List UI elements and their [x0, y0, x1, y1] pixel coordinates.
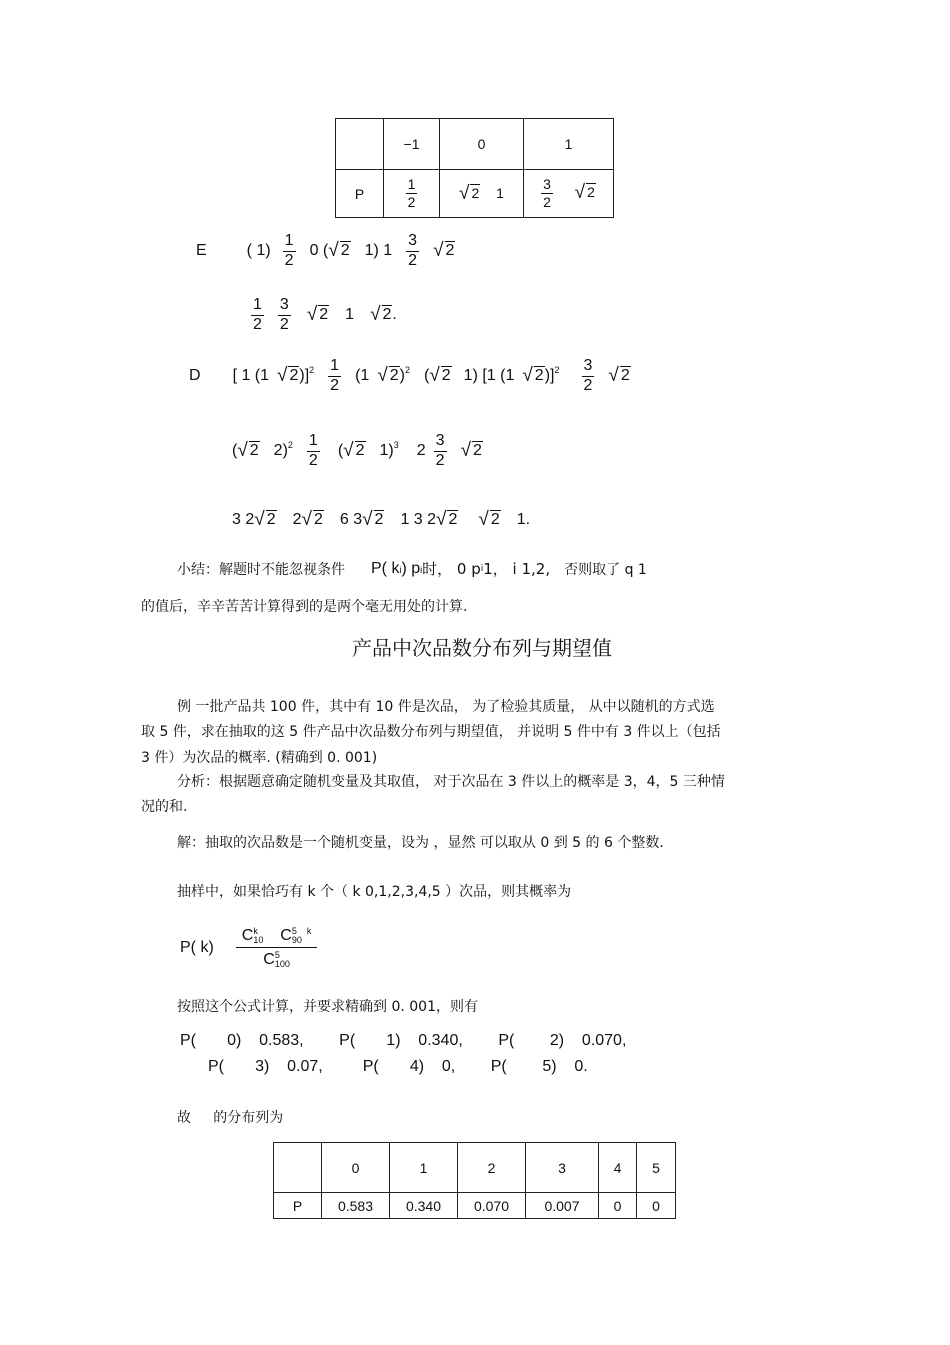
table1-header-cell: 0	[440, 119, 524, 170]
math-text: 0 (	[309, 242, 329, 260]
math-text: 1 3 2	[400, 511, 437, 528]
fraction: $\frac{3}{2}$	[583, 357, 593, 394]
sqrt: √ 2	[460, 440, 482, 462]
sqrt: √ 2	[343, 440, 365, 462]
subscript: i	[480, 563, 484, 574]
math-text: )]	[544, 367, 555, 385]
variance-line-2	[232, 433, 483, 470]
exponent: 2	[554, 365, 560, 376]
math-text: (	[337, 442, 344, 460]
table2-cell: 0	[637, 1193, 676, 1219]
table1-header-cell	[336, 119, 384, 170]
sqrt: √ 2	[429, 365, 451, 387]
math-text: 2	[292, 511, 302, 528]
solution-line-2: 抽样中，如果恰巧有 k 个（ k 0,1,2,3,4,5 ）次品，则其概率为	[177, 884, 572, 900]
table1-cell: √ 2 1	[440, 170, 524, 218]
math-text: 2)	[273, 442, 288, 460]
exponent: 3	[393, 440, 399, 451]
probability-formula	[180, 927, 317, 969]
table2-header-cell: 0	[322, 1143, 390, 1193]
variance-line-1	[189, 358, 631, 395]
math-text: 3 2	[232, 511, 255, 528]
sqrt: √ 2	[237, 440, 259, 462]
expectation-line-2	[251, 297, 397, 334]
math-text: (	[424, 367, 430, 385]
fraction: $\frac{1}{2}$	[253, 296, 262, 333]
summary-line-1	[177, 558, 647, 579]
calc-text: 按照这个公式计算，并要求精确到 0. 001，则有	[177, 999, 478, 1015]
table1-header-cell: −1	[384, 119, 440, 170]
table2-row-label: P	[274, 1193, 322, 1219]
math-text: [ 1 (1	[232, 367, 270, 385]
table2-header-cell: 1	[390, 1143, 458, 1193]
math-text: ( 1)	[246, 242, 271, 260]
math-text: 1) 1	[364, 242, 393, 260]
table2-header-cell	[274, 1143, 322, 1193]
table1-cell: $\frac{1}{2}$	[384, 170, 440, 218]
exponent: 2	[309, 365, 315, 376]
math-text: )]	[299, 367, 310, 385]
section-title: 产品中次品数分布列与期望值	[352, 636, 612, 660]
table2-cell: 0.007	[526, 1193, 599, 1219]
summary-condition-3: 1， i 1,2,	[483, 560, 551, 578]
sqrt: √ 2	[306, 304, 329, 326]
sqrt: √ 2	[328, 240, 350, 262]
math-text: 1.	[516, 511, 531, 528]
sqrt: √ 2	[608, 365, 630, 387]
sqrt: √ 2	[436, 509, 458, 530]
summary-line-2: 的值后，辛辛苦苦计算得到的是两个毫无用处的计算.	[141, 599, 468, 615]
fraction: $\frac{3}{2}$	[435, 432, 445, 469]
sqrt: √ 2	[377, 365, 399, 387]
math-text: (1	[355, 367, 370, 385]
sqrt: √ 2	[277, 365, 299, 387]
sqrt: √ 2	[433, 240, 455, 262]
math-text: .	[392, 306, 397, 324]
math-text: 6 3	[339, 511, 363, 528]
sqrt: √ 2	[362, 509, 384, 530]
table2-cell: 0.070	[458, 1193, 526, 1219]
fraction: $\frac{3}{2}$	[279, 296, 289, 333]
table2-cell: 0.340	[390, 1193, 458, 1219]
table2-header-cell: 2	[458, 1143, 526, 1193]
probabilities-line-2: P( 3) 0.07, P( 4) 0, P( 5) 0.	[208, 1058, 588, 1075]
sqrt: √ 2	[478, 509, 500, 530]
math-text: 1)	[379, 442, 394, 460]
summary-label: 小结：解题时不能忽视条件	[177, 561, 345, 578]
sqrt: √ 2	[301, 509, 323, 530]
example-line-2: 取 5 件，求在抽取的这 5 件产品中次品数分布列与期望值， 并说明 5 件中有 3 件以上（包括	[141, 724, 721, 740]
sqrt: √ 2	[254, 509, 276, 530]
distribution-table-1	[335, 118, 614, 218]
fraction: $\frac{3}{2}$	[408, 232, 418, 269]
solution-line-1: 解：抽取的次品数是一个随机变量，设为 ，显然 可以取从 0 到 5 的 6 个整数.	[177, 835, 664, 851]
summary-condition-2: 时， 0 p	[422, 560, 481, 578]
summary-condition: P( ki) pi	[371, 559, 423, 577]
table2-header-cell: 5	[637, 1143, 676, 1193]
table2-header-cell: 4	[599, 1143, 637, 1193]
math-text: 2	[416, 442, 426, 460]
exponent: 2	[404, 365, 410, 376]
table2-cell: 0	[599, 1193, 637, 1219]
table1-cell: $\frac{3}{2}$ √ 2	[524, 170, 614, 218]
example-line-3: 3 件）为次品的概率. (精确到 0. 001)	[141, 750, 378, 766]
distribution-text: 故 的分布列为	[177, 1110, 284, 1126]
math-text: )	[399, 367, 405, 385]
example-line-1: 例 一批产品共 100 件，其中有 10 件是次品， 为了检验其质量， 从中以随机的方式选	[177, 699, 715, 715]
formula-lhs: P( k)	[180, 939, 214, 957]
analysis-line-2: 况的和.	[141, 799, 188, 815]
math-text: 1) [1 (1	[463, 367, 515, 385]
table2-header-cell: 3	[526, 1143, 599, 1193]
math-text: (	[232, 442, 238, 460]
expectation-label: E	[196, 242, 207, 260]
fraction: $\frac{1}{2}$	[284, 232, 294, 269]
distribution-table-2	[273, 1142, 676, 1219]
sqrt: √ 2	[522, 365, 544, 387]
table2-cell: 0.583	[322, 1193, 390, 1219]
fraction: $\frac{1}{2}$	[308, 432, 318, 469]
table1-row-label: P	[336, 170, 384, 218]
probabilities-line-1: P( 0) 0.583, P( 1) 0.340, P( 2) 0.070,	[180, 1032, 627, 1049]
variance-label: D	[189, 367, 201, 385]
fraction: $\frac{1}{2}$	[330, 357, 340, 394]
table1-header-cell: 1	[524, 119, 614, 170]
math-text: 1	[345, 306, 355, 324]
expectation-line-1	[196, 233, 455, 270]
fraction: C k 10 C 5 k 90 C 5 100	[236, 927, 318, 969]
sqrt: √ 2	[370, 304, 392, 326]
analysis-line-1: 分析：根据题意确定随机变量及其取值， 对于次品在 3 件以上的概率是 3，4，5 三种情	[177, 774, 725, 790]
summary-tail: 否则取了 q 1	[564, 561, 647, 578]
exponent: 2	[287, 440, 293, 451]
variance-line-3	[232, 509, 530, 531]
